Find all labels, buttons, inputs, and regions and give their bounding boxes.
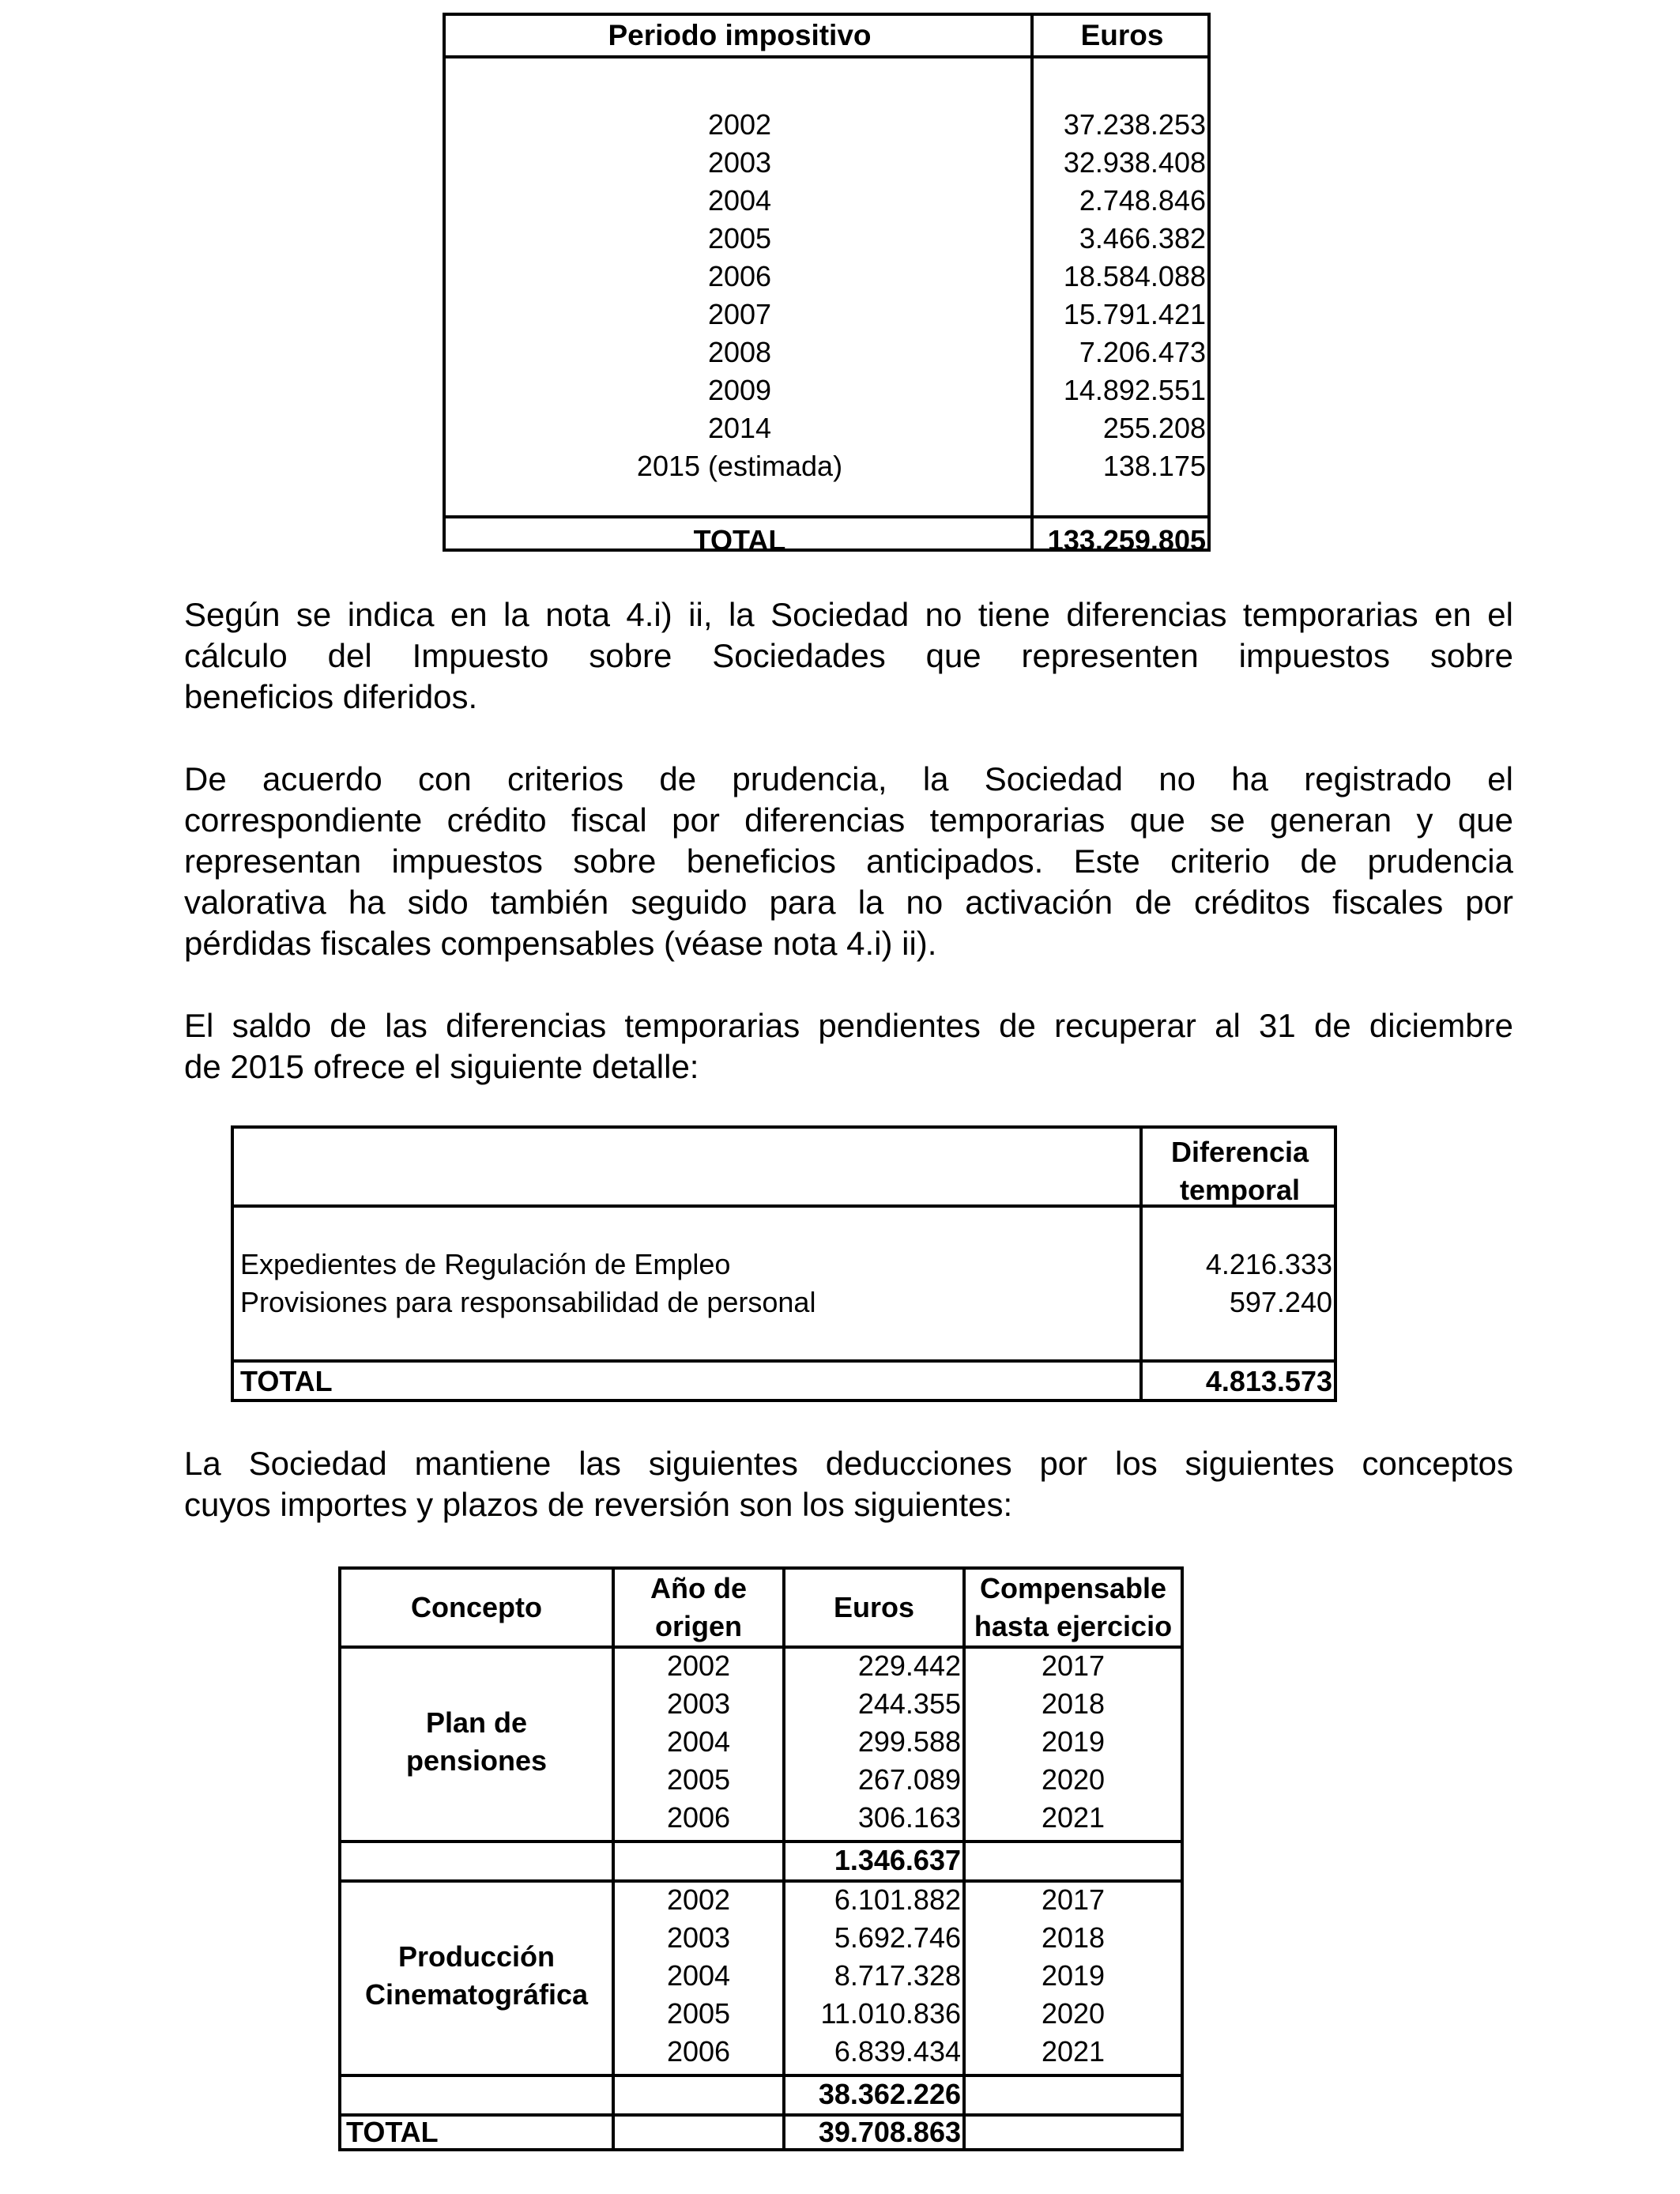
total-label: TOTAL xyxy=(693,524,786,556)
euros-header: Euros xyxy=(1080,19,1164,51)
euros-cell: 32.938.408 xyxy=(1063,146,1206,179)
euros-cell: 138.175 xyxy=(1102,450,1206,482)
until-cell: 2020 xyxy=(1041,1997,1106,2030)
paragraph-deductions xyxy=(184,1443,1513,1525)
table-row xyxy=(446,220,1207,258)
value-cell: 4.216.333 xyxy=(1205,1248,1332,1280)
euros-cell: 8.717.328 xyxy=(834,1959,961,1992)
table-row xyxy=(234,1284,1334,1321)
year-cell: 2006 xyxy=(666,1801,731,1834)
concept-cell: Expedientes de Regulación de Empleo xyxy=(240,1248,731,1280)
period-cell: 2014 xyxy=(707,412,772,444)
table-row xyxy=(446,447,1207,485)
total-value: 4.813.573 xyxy=(1205,1365,1332,1397)
group-divider xyxy=(341,2074,1181,2077)
year-cell: 2004 xyxy=(666,1725,731,1758)
header-line: temporal xyxy=(1179,1174,1301,1206)
euros-cell: 255.208 xyxy=(1102,412,1206,444)
paragraph-line: beneficios diferidos. xyxy=(184,678,478,715)
year-cell: 2003 xyxy=(666,1921,731,1954)
euros-cell: 15.791.421 xyxy=(1063,298,1206,330)
euros-cell: 18.584.088 xyxy=(1063,260,1206,292)
value-cell: 597.240 xyxy=(1229,1286,1332,1318)
paragraph-prudence xyxy=(184,759,1513,964)
until-cell: 2020 xyxy=(1041,1763,1106,1796)
table-row xyxy=(446,296,1207,334)
total-divider xyxy=(446,515,1207,518)
concept-label xyxy=(341,1704,612,1780)
total-value: 133.259.805 xyxy=(1047,524,1206,556)
paragraph-line: La Sociedad mantiene las siguientes deducciones por los siguientes conceptos xyxy=(184,1445,1513,1482)
concept-line: Producción xyxy=(397,1940,556,1973)
paragraph-temporary-differences xyxy=(184,594,1513,718)
paragraph-line: correspondiente crédito fiscal por diferencias temporarias que se generan y que xyxy=(184,801,1513,839)
year-header xyxy=(615,1570,782,1646)
euros-cell: 5.692.746 xyxy=(834,1921,961,1954)
concept-line: pensiones xyxy=(405,1744,548,1777)
table-row xyxy=(446,258,1207,296)
table-row xyxy=(446,106,1207,144)
total-value: 39.708.863 xyxy=(818,2116,961,2148)
period-cell: 2006 xyxy=(707,260,772,292)
year-cell: 2006 xyxy=(666,2035,731,2068)
euros-cell: 2.748.846 xyxy=(1079,184,1206,217)
group-divider xyxy=(341,1840,1181,1843)
paragraph-line: de 2015 ofrece el siguiente detalle: xyxy=(184,1048,699,1085)
temporary-differences-table xyxy=(231,1125,1337,1402)
year-cell: 2005 xyxy=(666,1763,731,1796)
table-row xyxy=(234,1246,1334,1284)
total-row xyxy=(234,1363,1334,1400)
year-cell: 2004 xyxy=(666,1959,731,1992)
header-line: Compensable xyxy=(979,1572,1167,1604)
year-cell: 2002 xyxy=(666,1649,731,1682)
euros-cell: 244.355 xyxy=(857,1687,961,1720)
concept-line: Cinematográfica xyxy=(364,1978,589,2011)
paragraph-line: valorativa ha sido también seguido para la no activación de créditos fiscales por xyxy=(184,884,1513,921)
euros-cell: 6.101.882 xyxy=(834,1883,961,1916)
table-row xyxy=(446,409,1207,447)
difference-header xyxy=(1143,1133,1337,1209)
concept-line: Plan de xyxy=(425,1706,528,1739)
period-cell: 2008 xyxy=(707,336,772,368)
paragraph-line: cuyos importes y plazos de reversión son los siguientes: xyxy=(184,1486,1013,1523)
table-row xyxy=(446,144,1207,182)
euros-header: Euros xyxy=(833,1591,915,1623)
header-line: Año de xyxy=(650,1572,747,1604)
euros-cell: 267.089 xyxy=(857,1763,961,1796)
subtotal-cell: 1.346.637 xyxy=(834,1844,961,1876)
total-label: TOTAL xyxy=(240,1365,333,1397)
euros-cell: 6.839.434 xyxy=(834,2035,961,2068)
period-cell: 2009 xyxy=(707,374,772,406)
euros-cell: 11.010.836 xyxy=(820,1997,961,2030)
until-cell: 2018 xyxy=(1041,1921,1106,1954)
paragraph-line: Según se indica en la nota 4.i) ii, la Sociedad no tiene diferencias temporarias en el xyxy=(184,596,1513,633)
until-cell: 2019 xyxy=(1041,1725,1106,1758)
period-cell: 2015 (estimada) xyxy=(636,450,843,482)
year-cell: 2002 xyxy=(666,1883,731,1916)
euros-cell: 306.163 xyxy=(857,1801,961,1834)
until-cell: 2021 xyxy=(1041,2035,1106,2068)
until-cell: 2017 xyxy=(1041,1649,1106,1682)
paragraph-line: El saldo de las diferencias temporarias pendientes de recuperar al 31 de diciembre xyxy=(184,1007,1513,1044)
table-row xyxy=(446,182,1207,220)
header-line: hasta ejercicio xyxy=(974,1610,1173,1642)
concept-label xyxy=(341,1938,612,2014)
euros-cell: 3.466.382 xyxy=(1079,222,1206,254)
header-line: origen xyxy=(654,1610,742,1642)
paragraph-line: De acuerdo con criterios de prudencia, la Sociedad no ha registrado el xyxy=(184,760,1513,797)
until-cell: 2018 xyxy=(1041,1687,1106,1720)
euros-cell: 299.588 xyxy=(857,1725,961,1758)
paragraph-line: pérdidas fiscales compensables (véase nota 4.i) ii). xyxy=(184,925,937,962)
euros-cell: 37.238.253 xyxy=(1063,108,1206,141)
subtotal-cell: 38.362.226 xyxy=(818,2078,961,2110)
period-cell: 2007 xyxy=(707,298,772,330)
header-line: Diferencia xyxy=(1170,1136,1309,1168)
total-row xyxy=(446,522,1207,560)
period-header: Periodo impositivo xyxy=(608,19,872,51)
euros-cell: 229.442 xyxy=(857,1649,961,1682)
paragraph-line: cálculo del Impuesto sobre Sociedades que representen impuestos sobre xyxy=(184,637,1513,674)
period-cell: 2003 xyxy=(707,146,772,179)
deductions-table xyxy=(338,1566,1184,2151)
year-cell: 2005 xyxy=(666,1997,731,2030)
paragraph-line: representan impuestos sobre beneficios anticipados. Este criterio de prudencia xyxy=(184,843,1513,880)
tax-loss-table xyxy=(443,13,1211,556)
year-cell: 2003 xyxy=(666,1687,731,1720)
period-cell: 2002 xyxy=(707,108,772,141)
until-cell: 2019 xyxy=(1041,1959,1106,1992)
paragraph-balance xyxy=(184,1005,1513,1088)
period-cell: 2004 xyxy=(707,184,772,217)
period-cell: 2005 xyxy=(707,222,772,254)
until-cell: 2017 xyxy=(1041,1883,1106,1916)
concept-header: Concepto xyxy=(411,1591,542,1623)
until-cell: 2021 xyxy=(1041,1801,1106,1834)
euros-cell: 14.892.551 xyxy=(1063,374,1206,406)
table-row xyxy=(446,334,1207,371)
table-row xyxy=(446,371,1207,409)
total-label: TOTAL xyxy=(346,2116,439,2148)
euros-cell: 7.206.473 xyxy=(1079,336,1206,368)
compensable-header xyxy=(966,1570,1181,1646)
header-divider xyxy=(446,55,1207,58)
concept-cell: Provisiones para responsabilidad de personal xyxy=(240,1286,816,1318)
